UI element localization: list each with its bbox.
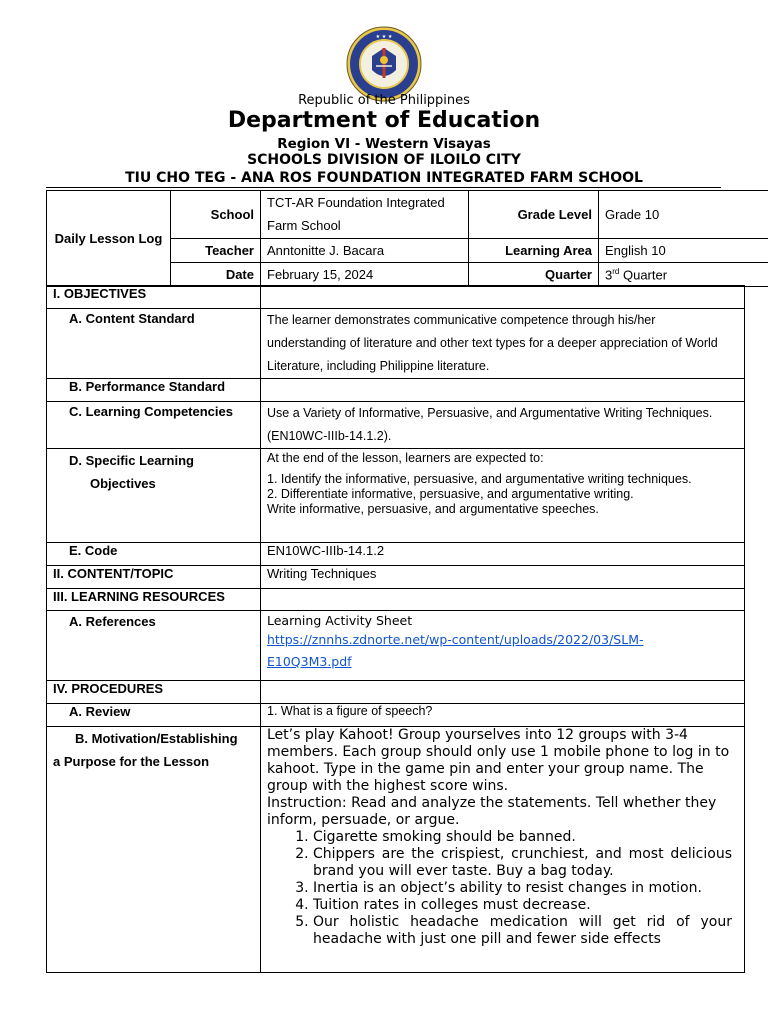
content-topic-value: Writing Techniques (261, 566, 745, 589)
grade-level-label: Grade Level (469, 191, 599, 239)
learning-area-value: English 10 (599, 239, 768, 263)
region-heading: Region VI - Western Visayas (277, 136, 491, 152)
performance-standard-label: B. Performance Standard (47, 379, 261, 402)
statement-item: 4. Tuition rates in colleges must decrease. (313, 897, 738, 914)
quarter-value: 3rd Quarter (599, 263, 768, 287)
republic-heading: Republic of the Philippines (298, 93, 470, 108)
statement-item: 5. Our holistic headache medication will get rid of your headache with just one pill and fewer side effects (313, 914, 738, 948)
objective-item: 2. Differentiate informative, persuasive, and argumentative writing. (267, 487, 634, 501)
objectives-heading: I. OBJECTIVES (47, 286, 261, 309)
division-heading: SCHOOLS DIVISION OF ILOILO CITY (247, 152, 521, 168)
reference-link[interactable]: https://znnhs.zdnorte.net/wp-content/uploads/2022/03/SLM- (267, 632, 644, 647)
statement-item: 2. Chippers are the crispiest, crunchiest, and most delicious brand you will ever taste. Buy a bag today. (313, 846, 738, 880)
deped-seal-logo (346, 26, 422, 102)
school-value: TCT-AR Foundation Integrated Farm School (261, 191, 469, 239)
motivation-label: B. Motivation/Establishing a Purpose for the Lesson (47, 727, 261, 973)
content-topic-label: II. CONTENT/TOPIC (47, 566, 261, 589)
department-heading: Department of Education (227, 108, 541, 133)
review-label: A. Review (47, 704, 261, 727)
teacher-value: Anntonitte J. Bacara (261, 239, 469, 263)
learning-resources-heading: III. LEARNING RESOURCES (47, 589, 261, 611)
statement-item: 3. Inertia is an object’s ability to resist changes in motion. (313, 880, 738, 897)
code-label: E. Code (47, 543, 261, 566)
content-standard-value: The learner demonstrates communicative competence through his/her understanding of literature and other text types for a deeper appreciation of World Literature, including Philippine literature. (261, 309, 745, 379)
lesson-plan-table (46, 285, 745, 973)
objective-item: Write informative, persuasive, and argumentative speeches. (267, 502, 599, 516)
learning-area-label: Learning Area (469, 239, 599, 263)
motivation-value: Let’s play Kahoot! Group yourselves into 12 groups with 3-4 members. Each group should only use 1 mobile phone to log in to kahoot. Type in the game pin and enter your group name. The group with the highest score wins. Instruction: Read and analyze the statements. Tell whether they inform, persuade, or argue. 1. Cigarette smoking should be banned. 2. Chippers are the crispiest, crunchiest, and most delicious brand you will ever taste. Buy a bag today. 3. Inertia is an object’s ability to resist changes in motion. 4. Tuition rates in colleges must decrease. 5. Our holistic headache medication will get rid of your headache with just one pill and fewer side effects (261, 727, 745, 973)
grade-level-value: Grade 10 (599, 191, 768, 239)
references-label: A. References (47, 611, 261, 681)
objective-item: 1. Identify the informative, persuasive, and argumentative writing techniques. (267, 472, 692, 486)
date-label: Date (171, 263, 261, 287)
specific-objectives-value: At the end of the lesson, learners are expected to: 1. Identify the informative, persuasive, and argumentative writing techniques. 2. Differentiate informative, persuasive, and argumentative writing. Write informative, persuasive, and argumentative speeches. (261, 449, 745, 543)
learning-competencies-label: C. Learning Competencies (47, 402, 261, 449)
date-value: February 15, 2024 (261, 263, 469, 287)
review-value: 1. What is a figure of speech? (261, 704, 745, 727)
motivation-statements-list (267, 829, 738, 948)
statement-item: 1. Cigarette smoking should be banned. (313, 829, 738, 846)
quarter-label: Quarter (469, 263, 599, 287)
code-value: EN10WC-IIIb-14.1.2 (261, 543, 745, 566)
reference-link-continued[interactable]: E10Q3M3.pdf (267, 654, 352, 669)
references-value: Learning Activity Sheet https://znnhs.zdnorte.net/wp-content/uploads/2022/03/SLM- E10Q3M3.pdf (261, 611, 745, 681)
school-heading: TIU CHO TEG - ANA ROS FOUNDATION INTEGRATED FARM SCHOOL (125, 170, 643, 186)
teacher-label: Teacher (171, 239, 261, 263)
procedures-heading: IV. PROCEDURES (47, 681, 261, 704)
school-label: School (171, 191, 261, 239)
svg-text:★ ★ ★: ★ ★ ★ (375, 34, 393, 40)
lesson-info-table (46, 190, 768, 287)
content-standard-label: A. Content Standard (47, 309, 261, 379)
daily-lesson-log-label: Daily Lesson Log (47, 191, 171, 287)
specific-objectives-label: D. Specific Learning Objectives (47, 449, 261, 543)
header-divider (46, 187, 721, 188)
learning-competencies-value: Use a Variety of Informative, Persuasive, and Argumentative Writing Techniques. (EN10WC-IIIb-14.1.2). (261, 402, 745, 449)
